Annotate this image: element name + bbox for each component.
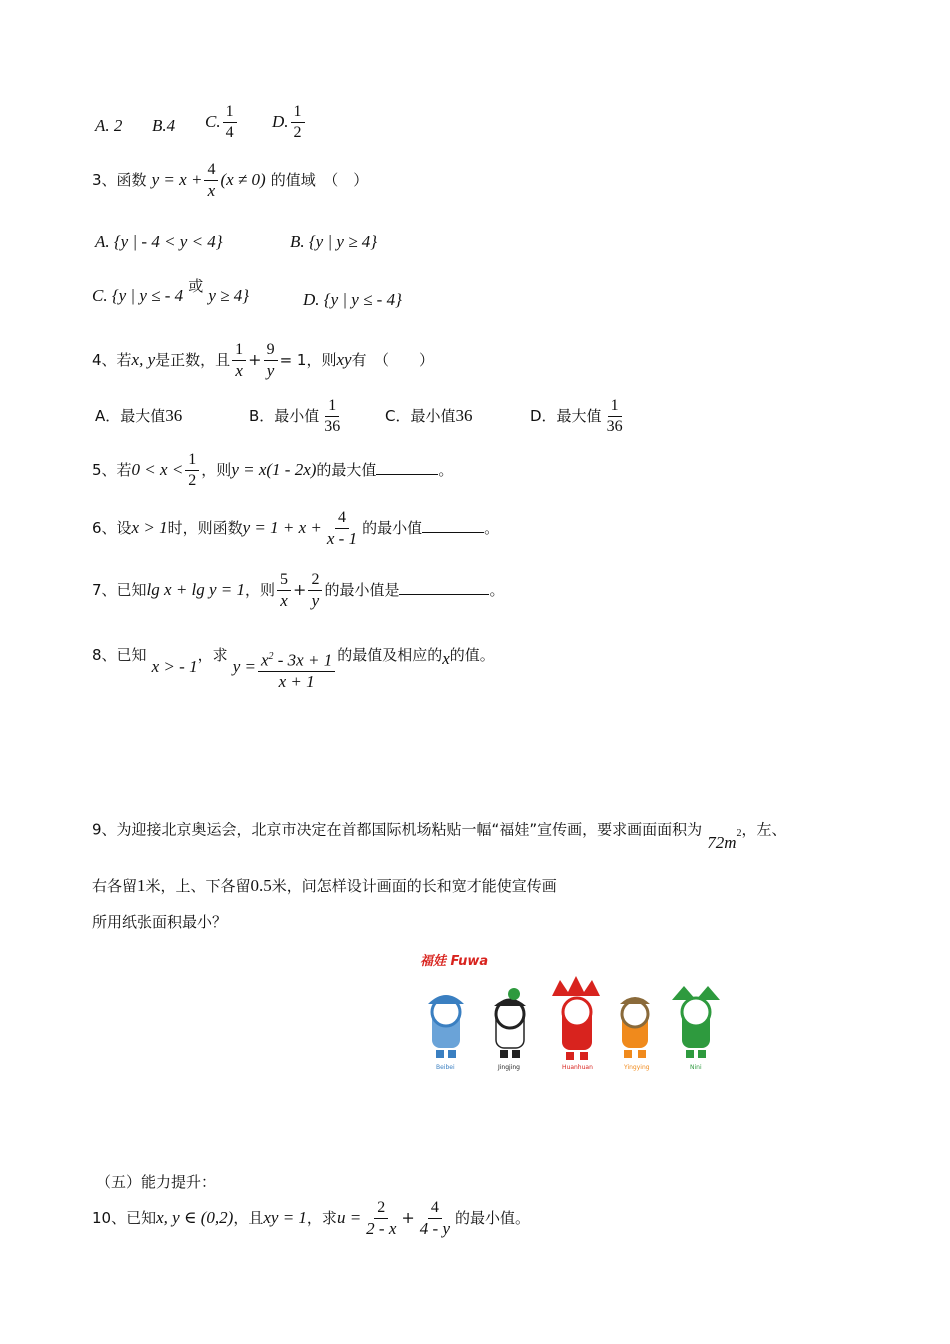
fuwa-yingying [620, 997, 650, 1058]
fuwa-nini [672, 986, 720, 1058]
q4-option-b: B．最小值 $\frac{1}{36}$ [249, 397, 341, 435]
q3-option-d: D. {y | y ≤ - 4} [303, 290, 402, 309]
question-10: 10、已知x, y ∈ (0,2)，且xy = 1，求u = $\frac{2}{2 - x}$ + $\frac{4}{4 - y}$ 的最小值。 [92, 1199, 531, 1238]
q3-option-c: C. {y | y ≤ - 4 或 y ≥ 4} [92, 277, 250, 305]
answer-blank[interactable] [422, 518, 484, 533]
question-3: 3、函数 y = x + $\frac{4}{x}$ (x ≠ 0) 的值域 （ ） [92, 161, 369, 200]
answer-blank[interactable] [376, 460, 438, 475]
fuwa-name: Jingjing [498, 1064, 520, 1071]
question-6: 6、设x > 1时，则函数y = 1 + x + $\frac{4}{x - 1}$ 的最小值 。 [92, 509, 500, 548]
fuwa-name: Yingying [624, 1064, 650, 1071]
section-5-title: （五）能力提升： [96, 1173, 217, 1191]
question-7: 7、已知lg x + lg y = 1，则 $\frac{5}{x}$ + $\frac{2}{y}$ 的最小值是 。 [92, 571, 505, 610]
q4-option-d: D．最大值 $\frac{1}{36}$ [530, 397, 623, 435]
q2-option-b: B.4 [152, 116, 176, 135]
fuwa-name: Beibei [436, 1064, 455, 1071]
question-9-line-1: 9、为迎接北京奥运会，北京市决定在首都国际机场粘贴一幅“福娃”宣传画，要求画面面积为 $72m^2$，左、 [92, 820, 787, 853]
q2-option-d: D. $\frac{1}{2}$ [272, 102, 307, 143]
question-4: 4、若x, y是正数，且 $\frac{1}{x}$ + $\frac{9}{y}$ = 1，则xy有 （ ） [92, 341, 435, 380]
fuwa-name: Huanhuan [562, 1064, 593, 1071]
fuwa-name: Nini [690, 1064, 702, 1071]
fuwa-jingjing [494, 988, 526, 1058]
q3-option-a: A. {y | - 4 < y < 4} [95, 232, 223, 251]
q2-option-c: C. $\frac{1}{4}$ [205, 102, 239, 143]
fuwa-illustration [410, 946, 740, 1086]
question-9-line-3: 所用纸张面积最小？ [92, 913, 228, 931]
q3-option-b: B. {y | y ≥ 4} [290, 232, 378, 251]
fuwa-huanhuan [552, 976, 600, 1060]
q4-option-a: A．最大值36 [95, 406, 183, 425]
fuwa-beibei [428, 995, 464, 1058]
question-9-line-2: 右各留1米，上、下各留0.5米，问怎样设计画面的长和宽才能使宣传画 [92, 876, 557, 895]
q2-option-a: A. 2 [95, 116, 123, 135]
answer-blank[interactable] [399, 580, 489, 595]
fuwa-names [410, 1064, 740, 1078]
fuwa-title: 福娃 Fuwa [420, 954, 489, 969]
question-5: 5、若0 < x < $\frac{1}{2}$ ，则y = x(1 - 2x)的最大值 。 [92, 451, 454, 489]
q4-option-c: C．最小值36 [385, 406, 473, 425]
question-8: 8、已知 x > - 1，求 y = $\frac{x^2 - 3x + 1}{x + 1}$ 的最值及相应的x的值。 [92, 646, 495, 691]
